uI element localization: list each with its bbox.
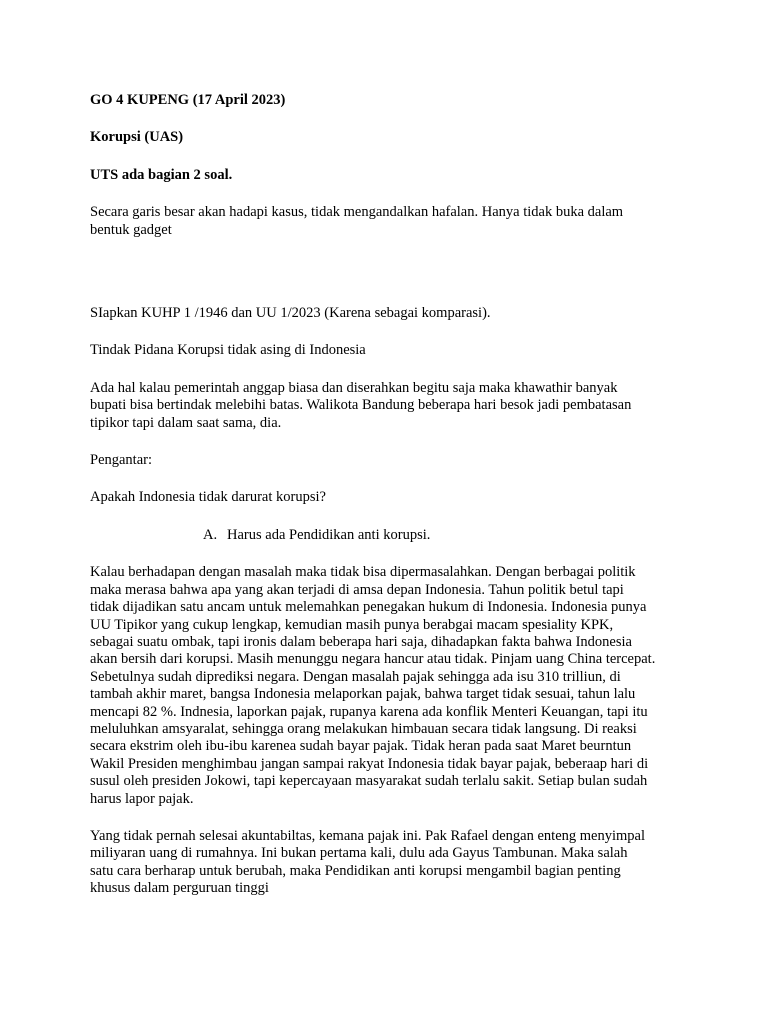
paragraph-line: khusus dalam perguruan tinggi [90, 880, 269, 897]
paragraph-line: tambah akhir maret, bangsa Indonesia melaporkan pajak, bahwa target tidak sesuai, tahun lalu [90, 686, 636, 703]
list-marker: A. [203, 526, 218, 543]
paragraph-line: akan bersih dari korupsi. Masih menunggu negara hancur atau tidak. Pinjam uang China tercepat. [90, 651, 656, 668]
paragraph-line: Kalau berhadapan dengan masalah maka tidak bisa dipermasalahkan. Dengan berbagai politik [90, 564, 636, 581]
blank-spacer [90, 259, 680, 305]
list-item-text: Harus ada Pendidikan anti korupsi. [227, 526, 431, 543]
paragraph-line: tidak dijadikan satu ancam untuk melemahkan penegakan hukum di Indonesia. Indonesia punya [90, 599, 647, 616]
paragraph-3 [90, 828, 680, 898]
paragraph-line: Yang tidak pernah selesai akuntabiltas, kemana pajak ini. Pak Rafael dengan enteng menyimpal [90, 827, 646, 844]
paragraph-2 [90, 564, 680, 808]
paragraph-line: satu cara berharap untuk berubah, maka Pendidikan anti korupsi mengambil bagian penting [90, 862, 621, 879]
paragraph-line: meluluhkan amsyaralat, sehingga orang melakukan himbauan secara tidak langsung. Di reaksi [90, 720, 637, 737]
document-page [90, 92, 680, 918]
paragraph-line: mencapi 82 %. Indnesia, laporkan pajak, rupanya karena ada konflik Menteri Keuangan, tapi itu [90, 703, 648, 720]
paragraph-line: harus lapor pajak. [90, 790, 194, 807]
paragraph-line: Wakil Presiden menghimbau jangan sampai rakyat Indonesia tidak bayar pajak, beberaap hari di [90, 755, 649, 772]
paragraph-line: miliyaran uang di rumahnya. Ini bukan pertama kali, dulu ada Gayus Tambunan. Maka salah [90, 845, 628, 862]
paragraph-line: Ada hal kalau pemerintah anggap biasa dan diserahkan begitu saja maka khawathir banyak [90, 379, 618, 396]
intro-line: bentuk gadget [90, 221, 172, 238]
paragraph-1 [90, 380, 680, 432]
paragraph-line: maka merasa bahwa apa yang akan terjadi di amsa depan Indonesia. Tahun politik betul tapi [90, 581, 624, 598]
intro-paragraph [90, 204, 680, 239]
uts-note: UTS ada bagian 2 soal. [90, 166, 233, 183]
paragraph-line: susul oleh presiden Jokowi, tapi kepercayaan masyarakat sudah terlalu sakit. Setiap bulan sudah [90, 773, 648, 790]
document-title: GO 4 KUPENG (17 April 2023) [90, 92, 286, 108]
prep-line: SIapkan KUHP 1 /1946 dan UU 1/2023 (Karena sebagai komparasi). [90, 305, 491, 322]
tipikor-line: Tindak Pidana Korupsi tidak asing di Indonesia [90, 342, 366, 359]
paragraph-line: bupati bisa bertindak melebihi batas. Walikota Bandung beberapa hari besok jadi pembatasan [90, 397, 632, 414]
intro-line: Secara garis besar akan hadapi kasus, tidak mengandalkan hafalan. Hanya tidak buka dalam [90, 204, 624, 221]
pengantar-label: Pengantar: [90, 452, 153, 469]
paragraph-line: secara ekstrim oleh ibu-ibu karenea sudah bayar pajak. Tidak heran pada saat Maret beurntun [90, 738, 632, 755]
list-item-a [203, 527, 680, 544]
document-subtitle: Korupsi (UAS) [90, 129, 184, 146]
paragraph-line: tipikor tapi dalam saat sama, dia. [90, 414, 282, 431]
paragraph-line: sebagai suatu ombak, tapi ironis dalam beberapa hari saja, dihadapkan fakta bahwa Indonesia [90, 633, 632, 650]
paragraph-line: Sebetulnya sudah diprediksi negara. Dengan masalah pajak sehingga ada isu 310 trilliun, di [90, 668, 621, 685]
question-line: Apakah Indonesia tidak darurat korupsi? [90, 489, 326, 506]
paragraph-line: UU Tipikor yang cukup lengkap, kemudian masih punya berabgai macam spesiality KPK, [90, 616, 614, 633]
